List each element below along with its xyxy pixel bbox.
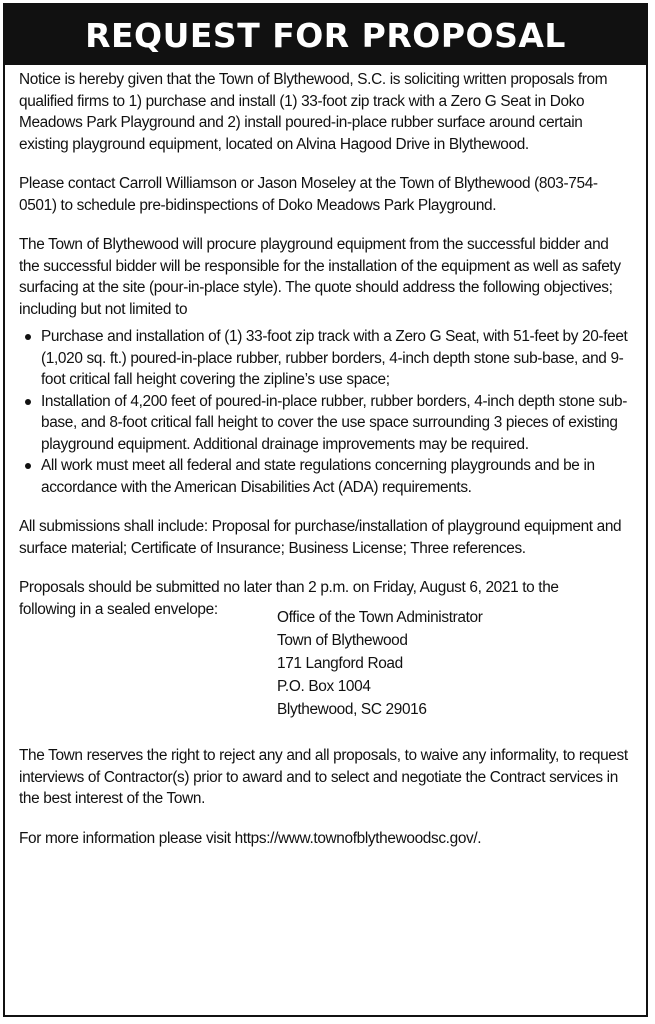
mailing-address [277,606,632,721]
contact-paragraph: Please contact Carroll Williamson or Jason Moseley at the Town of Blythewood (803-754-0501) to schedule pre-bidinspections of Doko Meadows Park Playground. [19,175,598,214]
notice-body [5,65,646,849]
submissions-paragraph: All submissions shall include: Proposal for purchase/installation of playground equipment and surface material; Certificate of Insurance; Business License; Three references. [19,518,622,557]
deadline-line-2: following in a sealed envelope: [19,600,218,618]
address-line: Office of the Town Administrator [277,609,483,626]
reserves-paragraph: The Town reserves the right to reject any and all proposals, to waive any informality, to request interviews of Contractor(s) prior to award and to select and negotiate the Contract services in the best interest of the Town. [19,747,628,807]
list-item: Purchase and installation of (1) 33-foot zip track with a Zero G Seat, with 51-feet by 20-feet (1,020 sq. ft.) poured-in-place rubber, rubber borders, 4-inch depth stone sub-base, and 9-foot critical fall height covering the zipline’s use space; [19,326,632,391]
more-info-paragraph: For more information please visit https://www.townofblythewoodsc.gov/. [19,829,482,847]
procure-paragraph: The Town of Blythewood will procure playground equipment from the successful bidder and the successful bidder will be responsible for the installation of the equipment as well as safety surfacing at the site (pour-in-place style). The quote should address the following objectives; including but not limited to [19,236,621,318]
rfp-notice [3,3,648,1017]
page-title: REQUEST FOR PROPOSAL [5,5,646,65]
list-item: Installation of 4,200 feet of poured-in-place rubber, rubber borders, 4-inch depth stone sub-base, and 8-foot critical fall height to cover the use space surrounding 3 pieces of existing playground equipment. Additional drainage improvements may be required. [19,391,632,456]
deadline-line-1: Proposals should be submitted no later than 2 p.m. on Friday, August 6, 2021 to the [19,579,559,596]
address-line: P.O. Box 1004 [277,678,371,695]
address-line: 171 Langford Road [277,655,403,672]
notice-paragraph: Notice is hereby given that the Town of Blythewood, S.C. is soliciting written proposals from qualified firms to 1) purchase and install (1) 33-foot zip track with a Zero G Seat in Doko Meadows Park Playground and 2) install poured-in-place rubber surface around certain existing playground equipment, located on Alvina Hagood Drive in Blythewood. [19,71,608,153]
objectives-list [19,326,632,498]
address-line: Blythewood, SC 29016 [277,701,427,718]
address-line: Town of Blythewood [277,632,408,649]
list-item: All work must meet all federal and state regulations concerning playgrounds and be in accordance with the American Disabilities Act (ADA) requirements. [19,455,632,498]
